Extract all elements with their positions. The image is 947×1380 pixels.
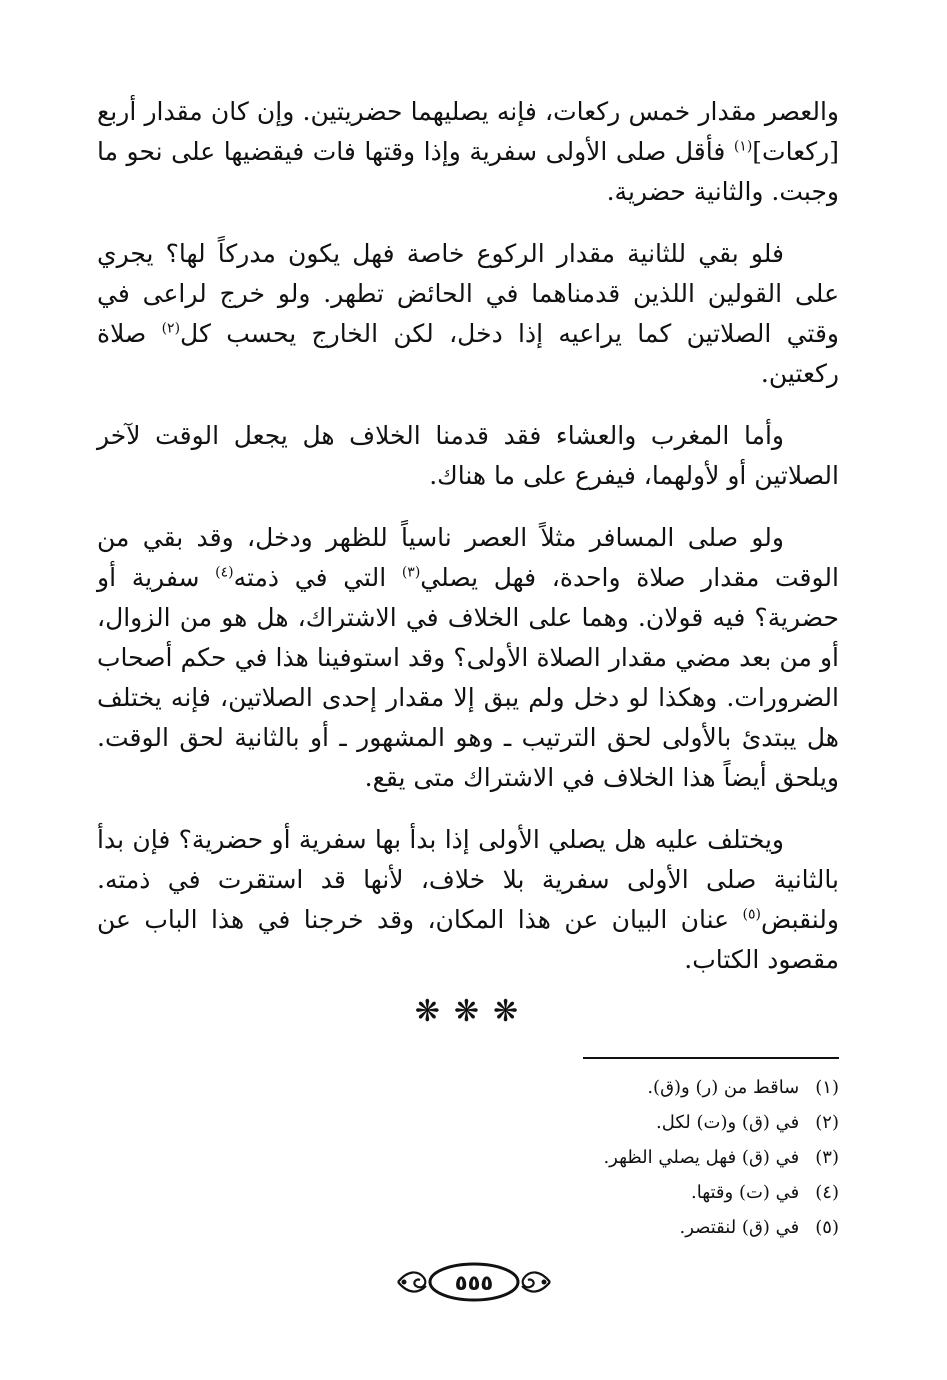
footnote-marker: (٤) xyxy=(215,564,234,581)
paragraph-5 xyxy=(97,820,839,980)
footnote-item xyxy=(440,1175,839,1210)
footnote-text: ساقط من (ر) و(ق). xyxy=(647,1077,800,1098)
text-run: عنان البيان عن هذا المكان، وقد خرجنا في هذا الباب عن مقصود الكتاب. xyxy=(97,905,839,974)
footnote-number: (٢) xyxy=(815,1112,839,1133)
footnote-item xyxy=(440,1105,839,1140)
footnote-text: في (ت) وقتها. xyxy=(690,1182,800,1203)
paragraph-4 xyxy=(97,518,839,798)
body-text xyxy=(97,92,839,1002)
text-run: فأقل صلى الأولى سفرية وإذا وقتها فات فيقضيها على نحو ما وجبت. والثانية حضرية. xyxy=(97,137,839,206)
footnote-item xyxy=(440,1140,839,1175)
text-run: سفرية أو حضرية؟ فيه قولان. وهما على الخلاف في الاشتراك، هل هو من الزوال، أو من بعد مضي مقدار الصلاة الأولى؟ وقد استوفينا هذا في حكم أصحاب الضرورات. وهكذا لو دخل ولم يبق إلا مقدار إحدى الصلاتين، فإنه يختلف هل يبتدئ بالأولى لحق الترتيب ـ وهو المشهور ـ أو بالثانية لحق الوقت. ويلحق أيضاً هذا الخلاف في الاشتراك متى يقع. xyxy=(97,563,839,792)
text-run: ويختلف عليه هل يصلي الأولى إذا بدأ بها سفرية أو حضرية؟ فإن بدأ بالثانية صلى الأولى سفرية بلا خلاف، لأنها قد استقرت في ذمته. ولنقبض xyxy=(97,825,839,934)
footnotes xyxy=(440,1070,839,1245)
page-number: ٥٥٥ xyxy=(454,1271,493,1295)
text-run: وأما المغرب والعشاء فقد قدمنا الخلاف هل يجعل الوقت لآخر الصلاتين أو لأولهما، فيفرع على ما هناك. xyxy=(97,421,839,490)
footnote-number: (٣) xyxy=(815,1147,839,1168)
footnote-number: (١) xyxy=(815,1077,839,1098)
page-number-ornament xyxy=(0,1260,947,1308)
footnote-marker: (٣) xyxy=(401,564,421,581)
footnote-text: في (ق) فهل يصلي الظهر. xyxy=(603,1147,800,1168)
paragraph-3 xyxy=(97,416,839,496)
footnote-divider xyxy=(583,1057,839,1059)
page-number-frame xyxy=(394,1260,554,1304)
paragraph-1 xyxy=(97,92,839,212)
footnote-marker: (١) xyxy=(733,138,753,155)
paragraph-2 xyxy=(97,234,839,394)
text-run: فلو بقي للثانية مقدار الركوع خاصة فهل يكون مدركاً لها؟ يجري على القولين اللذين قدمناهما في الحائض تطهر. ولو خرج لراعى في وقتي الصلاتين كما يراعيه إذا دخل، لكن الخارج يحسب كل xyxy=(97,239,839,348)
section-ornament: ❋❋❋ xyxy=(414,994,533,1029)
footnote-number: (٤) xyxy=(815,1182,839,1203)
footnote-text: في (ق) لنقتصر. xyxy=(679,1217,800,1238)
text-run: صلاة ركعتين. xyxy=(97,319,839,388)
footnote-item xyxy=(440,1070,839,1105)
text-run: والعصر مقدار خمس ركعات، فإنه يصليهما حضريتين. وإن كان مقدار أربع [ركعات] xyxy=(97,97,839,166)
text-run: التي في ذمته xyxy=(233,563,402,592)
footnote-marker: (٥) xyxy=(742,906,761,923)
footnote-text: في (ق) و(ت) لكل. xyxy=(656,1112,800,1133)
footnote-marker: (٢) xyxy=(161,320,181,337)
footnote-number: (٥) xyxy=(815,1217,839,1238)
text-run: ولو صلى المسافر مثلاً العصر ناسياً للظهر ودخل، وقد بقي من الوقت مقدار صلاة واحدة، فهل يصلي xyxy=(97,523,839,592)
footnote-item xyxy=(440,1210,839,1245)
